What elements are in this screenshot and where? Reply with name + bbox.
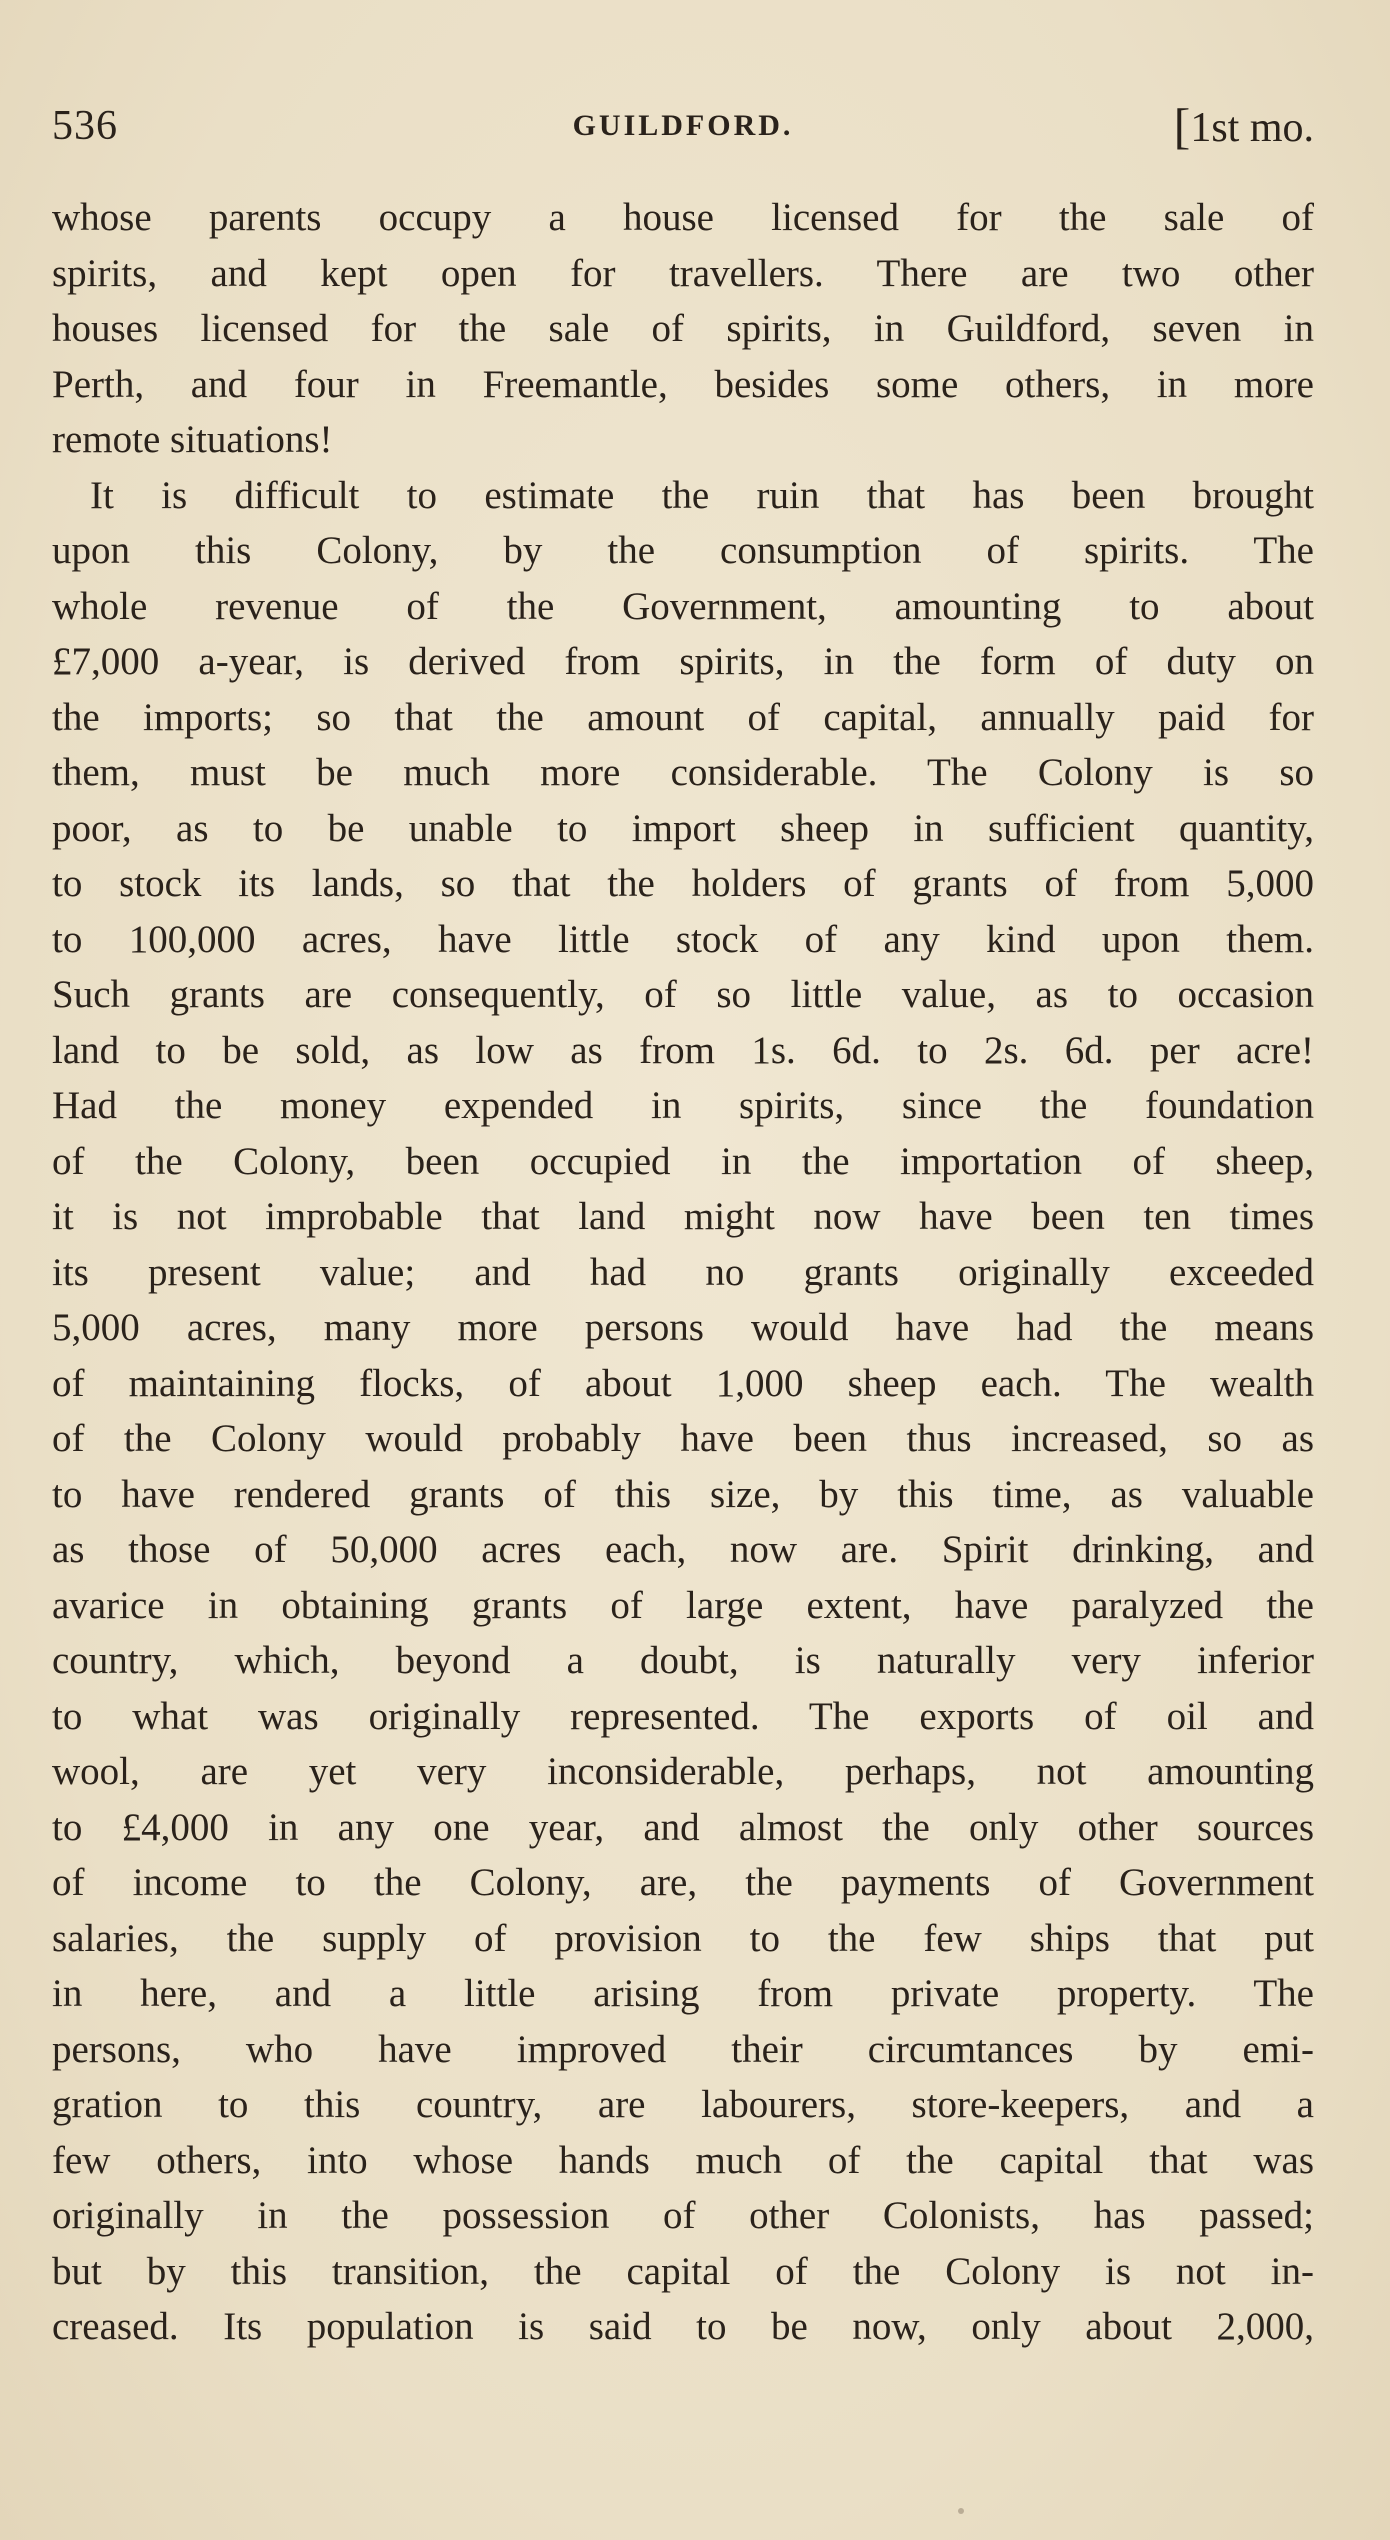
text-line: salaries, the supply of provision to the few ships that put <box>52 1916 1314 1960</box>
text-line: to 100,000 acres, have little stock of any kind upon them. <box>52 917 1314 961</box>
text-line: 5,000 acres, many more persons would have had the means <box>52 1306 1314 1349</box>
text-line: creased. Its population is said to be now, only about 2,000, <box>52 2305 1314 2348</box>
text-line: avarice in obtaining grants of large extent, have paralyzed the <box>52 1583 1314 1627</box>
text-line: of maintaining flocks, of about 1,000 sheep each. The wealth <box>52 1361 1314 1405</box>
text-line: few others, into whose hands much of the capital that was <box>52 2138 1314 2182</box>
month-label: 1st mo. <box>1190 105 1314 151</box>
text-line: whole revenue of the Government, amounting to about <box>52 584 1314 628</box>
page-number: 536 <box>52 103 118 149</box>
month-bracket: [ <box>1173 98 1191 154</box>
text-line: Such grants are consequently, of so little value, as to occasion <box>52 973 1314 1016</box>
text-line: Perth, and four in Freemantle, besides some others, in more <box>52 362 1314 406</box>
text-line: of the Colony, been occupied in the importation of sheep, <box>52 1139 1314 1183</box>
running-title: GUILDFORD. <box>572 109 794 142</box>
text-line: in here, and a little arising from private property. The <box>52 1972 1314 2015</box>
text-line: but by this transition, the capital of the Colony is not in- <box>52 2249 1314 2293</box>
text-line: country, which, beyond a doubt, is naturally very inferior <box>52 1639 1314 1682</box>
text-line: the imports; so that the amount of capital, annually paid for <box>52 695 1314 739</box>
text-line: to stock its lands, so that the holders of grants of from 5,000 <box>52 862 1314 905</box>
paper-speck <box>958 2508 964 2514</box>
text-line: Had the money expended in spirits, since the foundation <box>52 1084 1314 1127</box>
month-marker <box>1174 96 1314 158</box>
text-line: to have rendered grants of this size, by this time, as valuable <box>52 1472 1314 1516</box>
text-line: them, must be much more considerable. The Colony is so <box>52 751 1314 794</box>
text-line: of the Colony would probably have been thus increased, so as <box>52 1417 1314 1460</box>
text-line: to what was originally represented. The exports of oil and <box>52 1694 1314 1738</box>
text-line: poor, as to be unable to import sheep in sufficient quantity, <box>52 806 1314 850</box>
text-line: its present value; and had no grants originally exceeded <box>52 1250 1314 1294</box>
text-line: spirits, and kept open for travellers. There are two other <box>52 251 1314 295</box>
text-line: as those of 50,000 acres each, now are. Spirit drinking, and <box>52 1528 1314 1571</box>
text-line: persons, who have improved their circumtances by emi- <box>52 2027 1314 2071</box>
text-line: remote situations! <box>52 418 333 461</box>
text-line: upon this Colony, by the consumption of spirits. The <box>52 529 1314 572</box>
text-line: of income to the Colony, are, the payments of Government <box>52 1861 1314 1904</box>
text-line: originally in the possession of other Colonists, has passed; <box>52 2194 1314 2237</box>
text-line: land to be sold, as low as from 1s. 6d. to 2s. 6d. per acre! <box>52 1028 1314 1072</box>
text-line: It is difficult to estimate the ruin that has been brought <box>90 473 1314 517</box>
text-line: it is not improbable that land might now have been ten times <box>52 1195 1314 1238</box>
text-line: gration to this country, are labourers, store-keepers, and a <box>52 2083 1314 2126</box>
text-line: £7,000 a-year, is derived from spirits, in the form of duty on <box>52 640 1314 683</box>
body-text <box>52 190 1314 2355</box>
text-line: to £4,000 in any one year, and almost the only other sources <box>52 1805 1314 1849</box>
text-line: houses licensed for the sale of spirits, in Guildford, seven in <box>52 307 1314 350</box>
text-line: wool, are yet very inconsiderable, perhaps, not amounting <box>52 1750 1314 1793</box>
running-header <box>52 96 1314 156</box>
text-line: whose parents occupy a house licensed for the sale of <box>52 196 1314 239</box>
